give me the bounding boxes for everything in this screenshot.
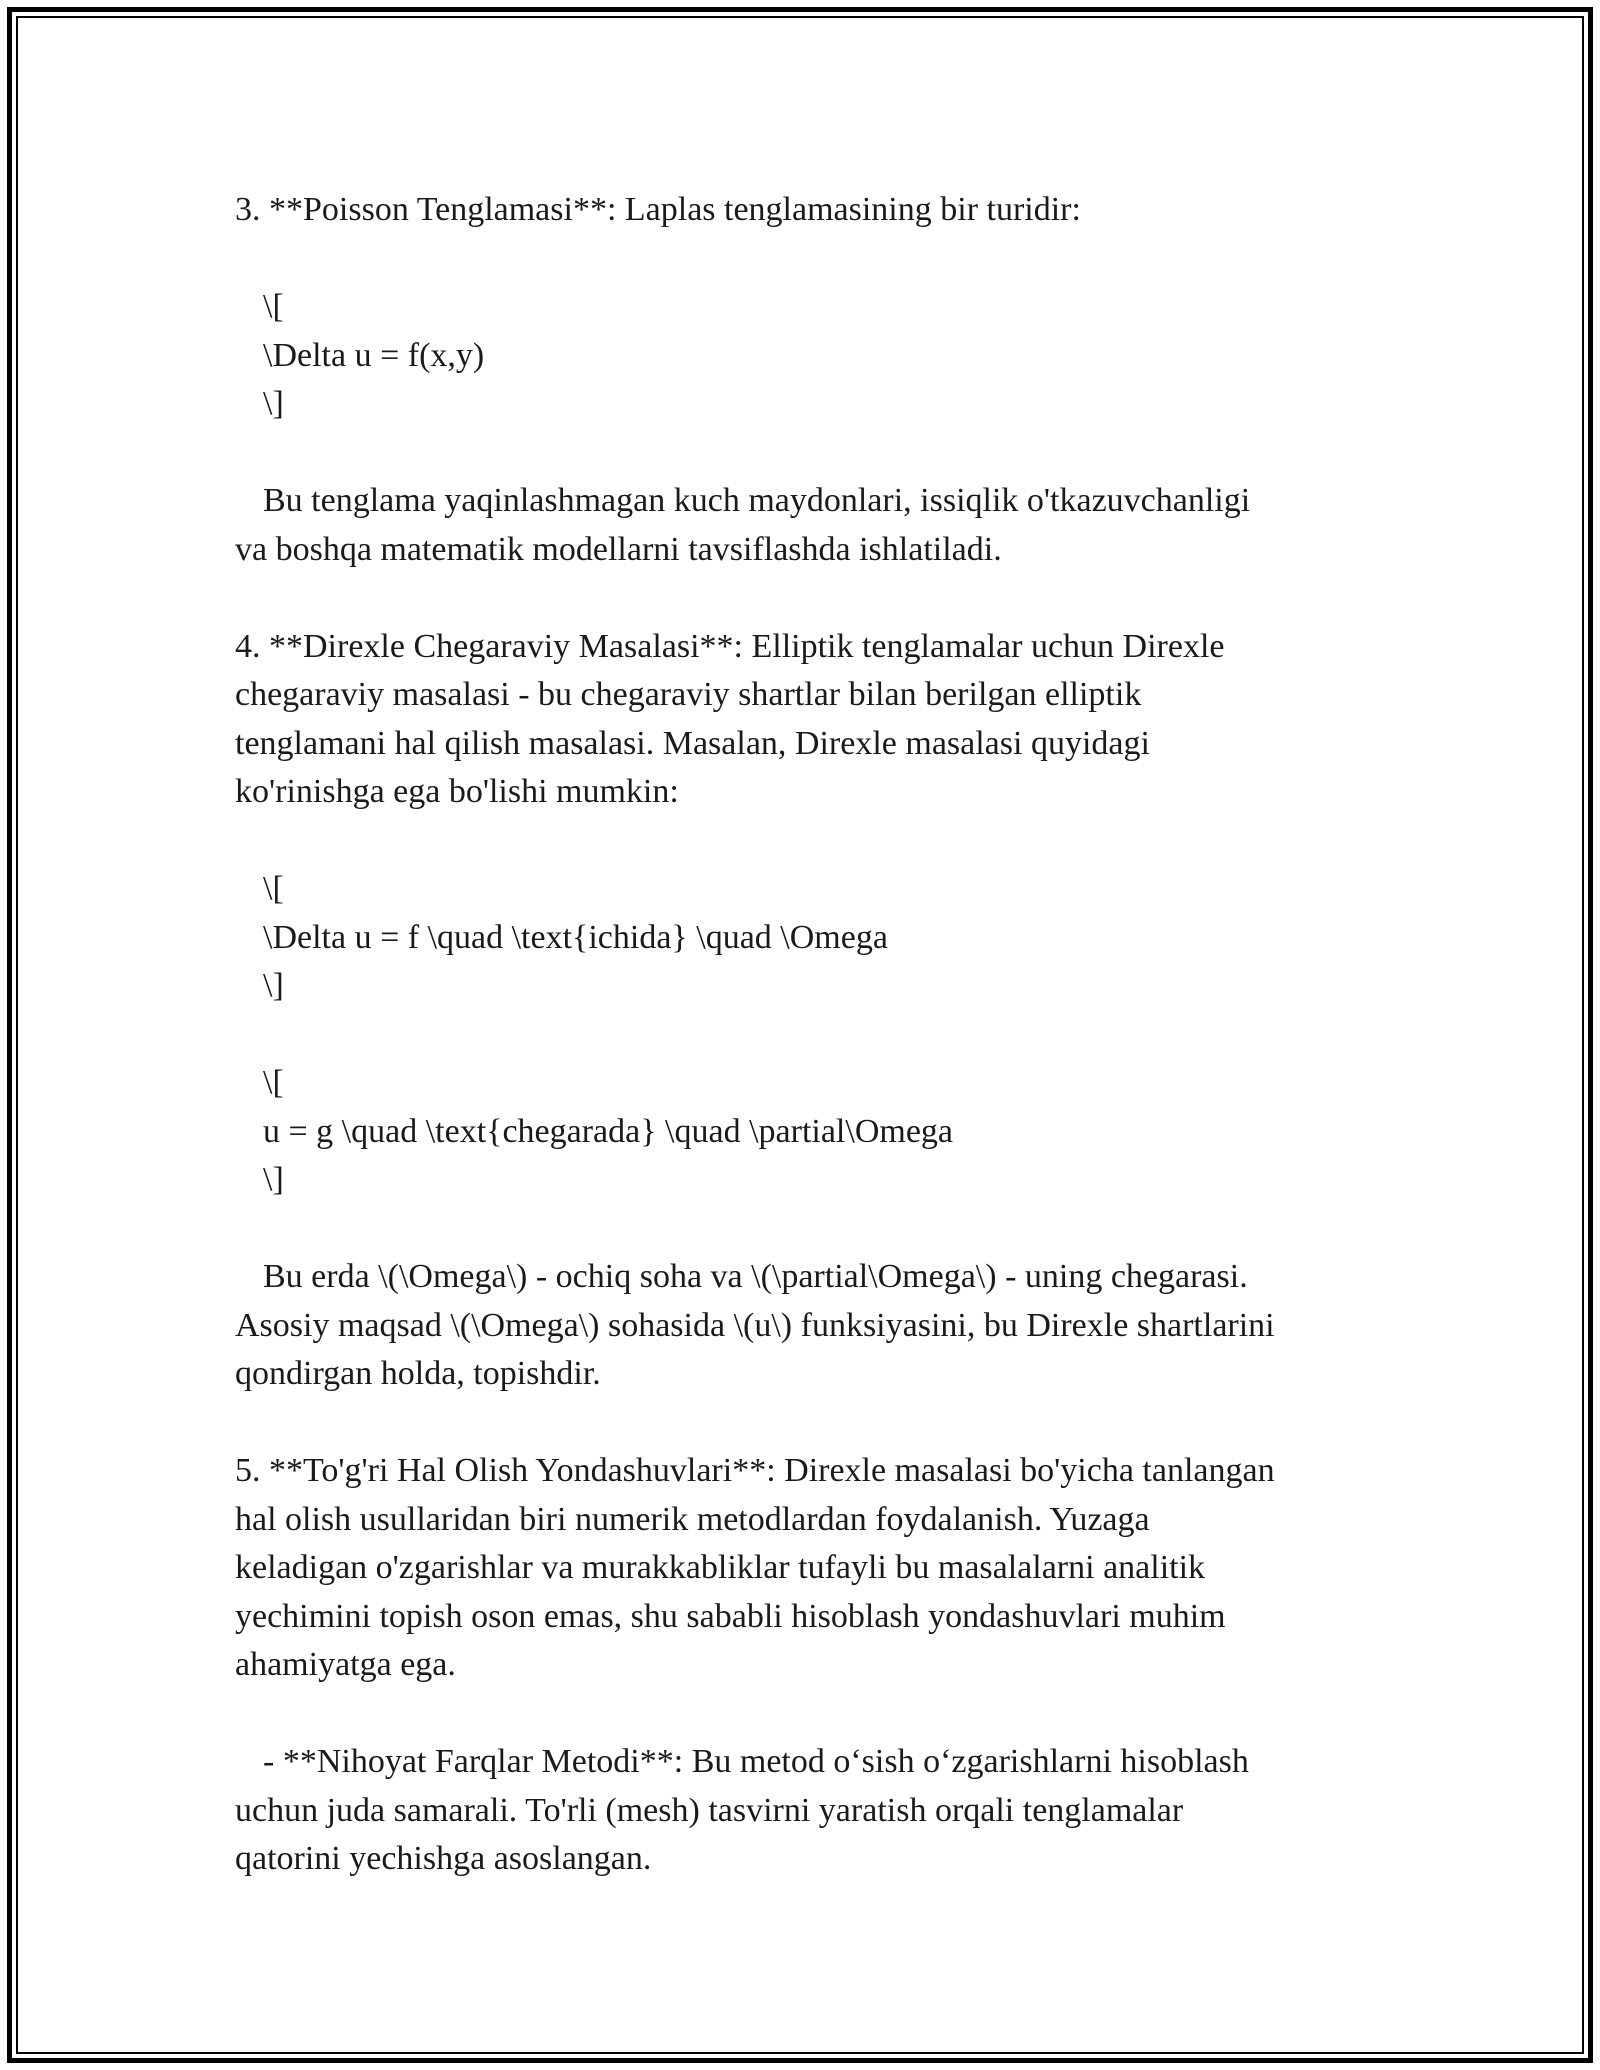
- blank-line: [235, 574, 1385, 623]
- text-line: va boshqa matematik modellarni tavsiflashda ishlatiladi.: [235, 530, 1002, 568]
- text-line: \[: [263, 870, 284, 907]
- text-line: \]: [263, 967, 284, 1004]
- text-line: - **Nihoyat Farqlar Metodi**: Bu metod o‘sish o‘zgarishlarni hisoblash: [263, 1743, 1249, 1780]
- text-line: chegaraviy masalasi - bu chegaraviy shartlar bilan berilgan elliptik: [235, 676, 1142, 713]
- text-line: keladigan o'zgarishlar va murakkabliklar tufayli bu masalalarni analitik: [235, 1549, 1206, 1586]
- blank-line: [235, 1690, 1385, 1739]
- text-line: \]: [263, 385, 284, 422]
- text-line: \[: [263, 288, 284, 325]
- blank-line: [235, 429, 1385, 478]
- text-line: qatorini yechishga asoslangan.: [235, 1840, 652, 1877]
- text-line: Bu tenglama yaqinlashmagan kuch maydonlari, issiqlik o'tkazuvchanligi: [263, 482, 1251, 519]
- text-line: \[: [263, 1064, 284, 1101]
- text-line: \Delta u = f(x,y): [263, 336, 485, 374]
- text-line: qondirgan holda, topishdir.: [235, 1355, 601, 1392]
- text-line: \]: [263, 1161, 284, 1198]
- text-line: u = g \quad \text{chegarada} \quad \partial\Omega: [263, 1112, 954, 1150]
- text-line: yechimini topish oson emas, shu sababli hisoblash yondashuvlari muhim: [235, 1597, 1226, 1635]
- blank-line: [235, 1205, 1385, 1254]
- text-line: tenglamani hal qilish masalasi. Masalan, Direxle masalasi quyidagi: [235, 724, 1150, 762]
- text-line: 4. **Direxle Chegaraviy Masalasi**: Elliptik tenglamalar uchun Direxle: [235, 627, 1225, 665]
- text-line: \Delta u = f \quad \text{ichida} \quad \Omega: [263, 918, 888, 956]
- blank-line: [235, 1399, 1385, 1448]
- text-line: Asosiy maqsad \(\Omega\) sohasida \(u\) funksiyasini, bu Direxle shartlarini: [235, 1306, 1275, 1344]
- text-line: uchun juda samarali. To'rli (mesh) tasvirni yaratish orqali tenglamalar: [235, 1791, 1184, 1829]
- blank-line: [235, 817, 1385, 866]
- text-line: hal olish usullaridan biri numerik metodlardan foydalanish. Yuzaga: [235, 1500, 1150, 1538]
- text-line: Bu erda \(\Omega\) - ochiq soha va \(\partial\Omega\) - uning chegarasi.: [263, 1258, 1248, 1295]
- blank-line: [235, 235, 1385, 284]
- text-line: ko'rinishga ega bo'lishi mumkin:: [235, 773, 679, 810]
- text-line: 5. **To'g'ri Hal Olish Yondashuvlari**: Direxle masalasi bo'yicha tanlangan: [235, 1452, 1275, 1489]
- blank-line: [235, 1011, 1385, 1060]
- document-body: [235, 186, 1385, 1884]
- text-line: ahamiyatga ega.: [235, 1646, 456, 1683]
- text-line: 3. **Poisson Tenglamasi**: Laplas tenglamasining bir turidir:: [235, 191, 1081, 228]
